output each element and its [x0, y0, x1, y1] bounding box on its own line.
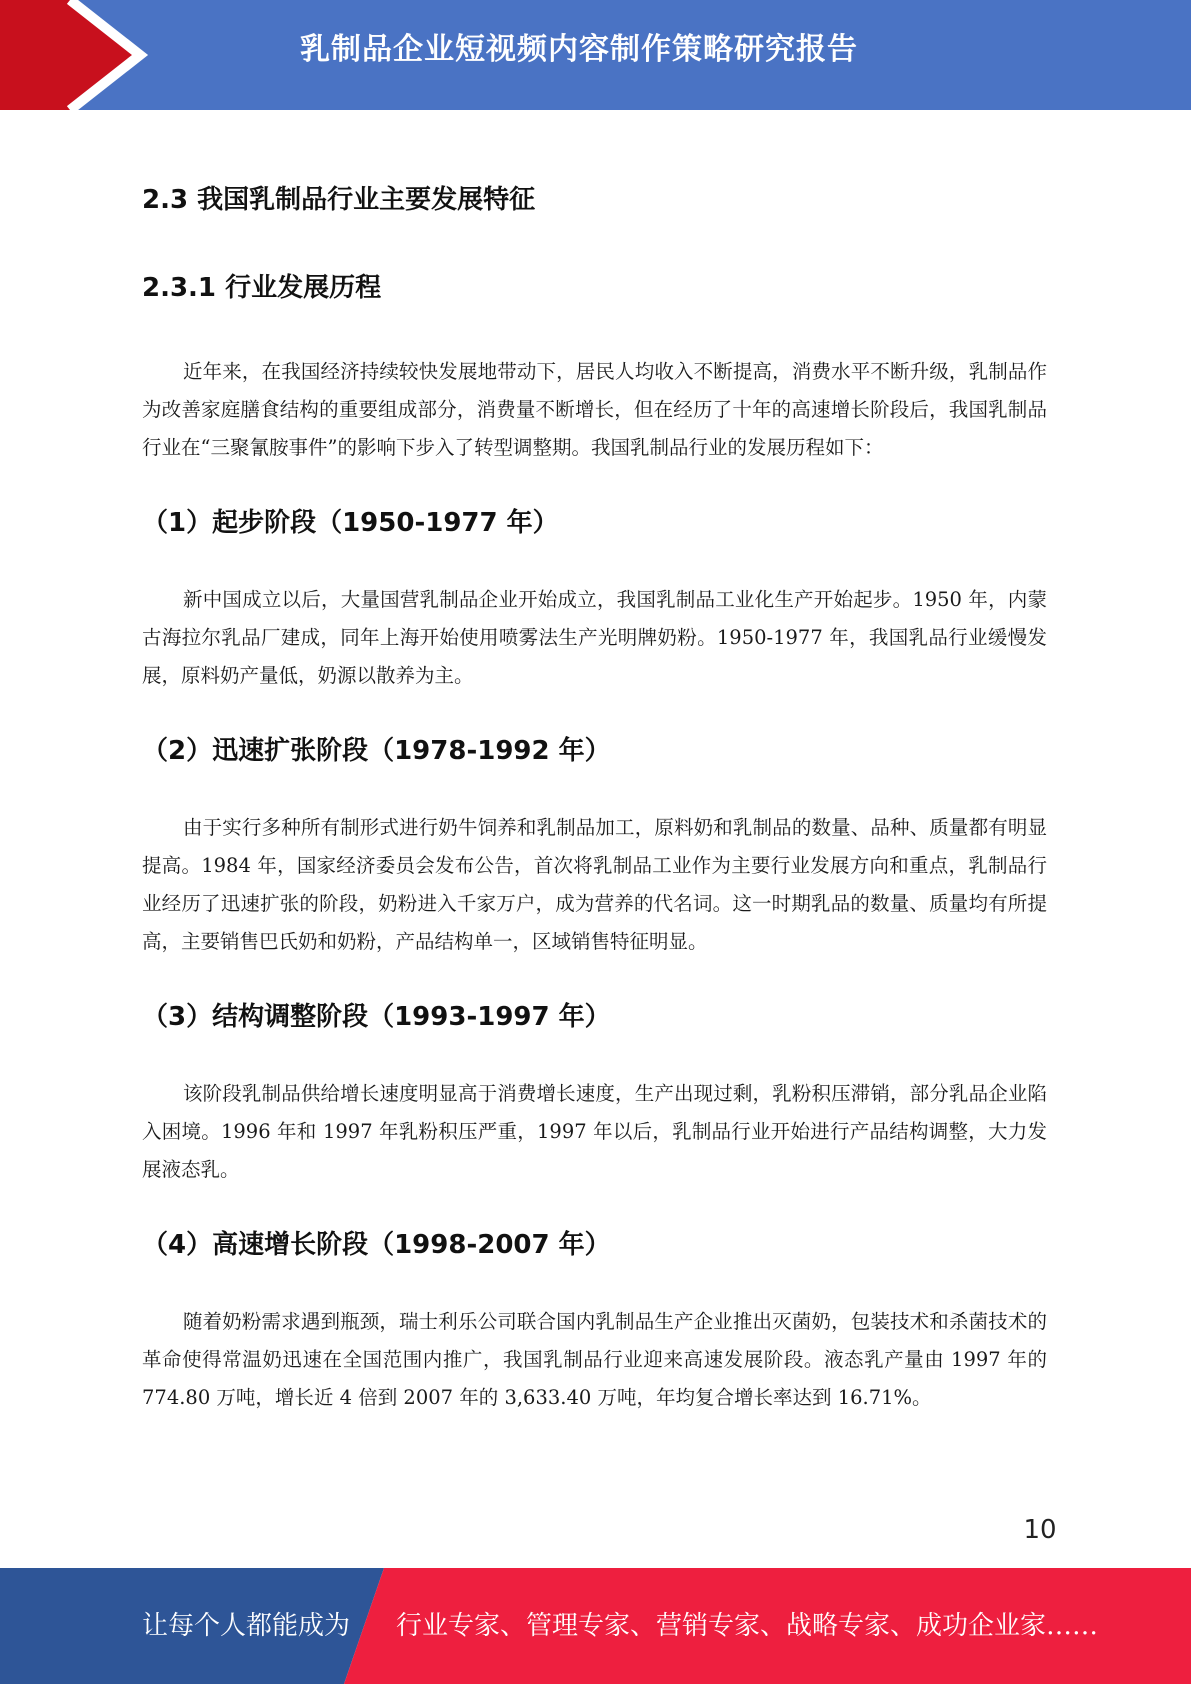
page-footer: [0, 1568, 1191, 1684]
stage-heading-4: （4）高速增长阶段（1998-2007 年）: [142, 1230, 611, 1260]
section-heading: 2.3 我国乳制品行业主要发展特征: [142, 185, 536, 215]
report-title: 乳制品企业短视频内容制作策略研究报告: [300, 32, 858, 67]
subsection-heading: 2.3.1 行业发展历程: [142, 273, 382, 303]
stage-heading-3: （3）结构调整阶段（1993-1997 年）: [142, 1002, 611, 1032]
intro-paragraph: 近年来，在我国经济持续较快发展地带动下，居民人均收入不断提高，消费水平不断升级，乳制品作为改善家庭膳食结构的重要组成部分，消费量不断增长，但在经历了十年的高速增长阶段后，我国乳制品行业在“三聚氰胺事件”的影响下步入了转型调整期。我国乳制品行业的发展历程如下：: [142, 360, 1047, 459]
stage-heading-1: （1）起步阶段（1950-1977 年）: [142, 508, 559, 538]
footer-slogan-right: 行业专家、管理专家、营销专家、战略专家、成功企业家……: [396, 1611, 1099, 1641]
header-arrow-decoration: [0, 0, 160, 110]
page-content: [142, 175, 1047, 1453]
footer-slogan-left: 让每个人都能成为: [142, 1611, 351, 1641]
stage-heading-2: （2）迅速扩张阶段（1978-1992 年）: [142, 736, 611, 766]
stage-paragraph-2: 由于实行多种所有制形式进行奶牛饲养和乳制品加工，原料奶和乳制品的数量、品种、质量都有明显提高。1984 年，国家经济委员会发布公告，首次将乳制品工业作为主要行业发展方向和重点，乳制品行业经历了迅速扩张的阶段，奶粉进入千家万户，成为营养的代名词。这一时期乳品的数量、质量均有所提高，主要销售巴氏奶和奶粉，产品结构单一，区域销售特征明显。: [142, 816, 1047, 953]
page-number: 10: [1023, 1515, 1057, 1545]
stage-paragraph-4: 随着奶粉需求遇到瓶颈，瑞士利乐公司联合国内乳制品生产企业推出灭菌奶，包装技术和杀菌技术的革命使得常温奶迅速在全国范围内推广，我国乳制品行业迎来高速发展阶段。液态乳产量由 1997 年的 774.80 万吨，增长近 4 倍到 2007 年的 3,633.40 万吨，年均复合增长率达到 16.71%。: [142, 1310, 1047, 1409]
stage-paragraph-1: 新中国成立以后，大量国营乳制品企业开始成立，我国乳制品工业化生产开始起步。1950 年，内蒙古海拉尔乳品厂建成，同年上海开始使用喷雾法生产光明牌奶粉。1950-1977 年，我国乳品行业缓慢发展，原料奶产量低，奶源以散养为主。: [142, 588, 1047, 687]
page-header: [0, 0, 1191, 110]
stage-paragraph-3: 该阶段乳制品供给增长速度明显高于消费增长速度，生产出现过剩，乳粉积压滞销，部分乳品企业陷入困境。1996 年和 1997 年乳粉积压严重，1997 年以后，乳制品行业开始进行产品结构调整，大力发展液态乳。: [142, 1082, 1047, 1181]
